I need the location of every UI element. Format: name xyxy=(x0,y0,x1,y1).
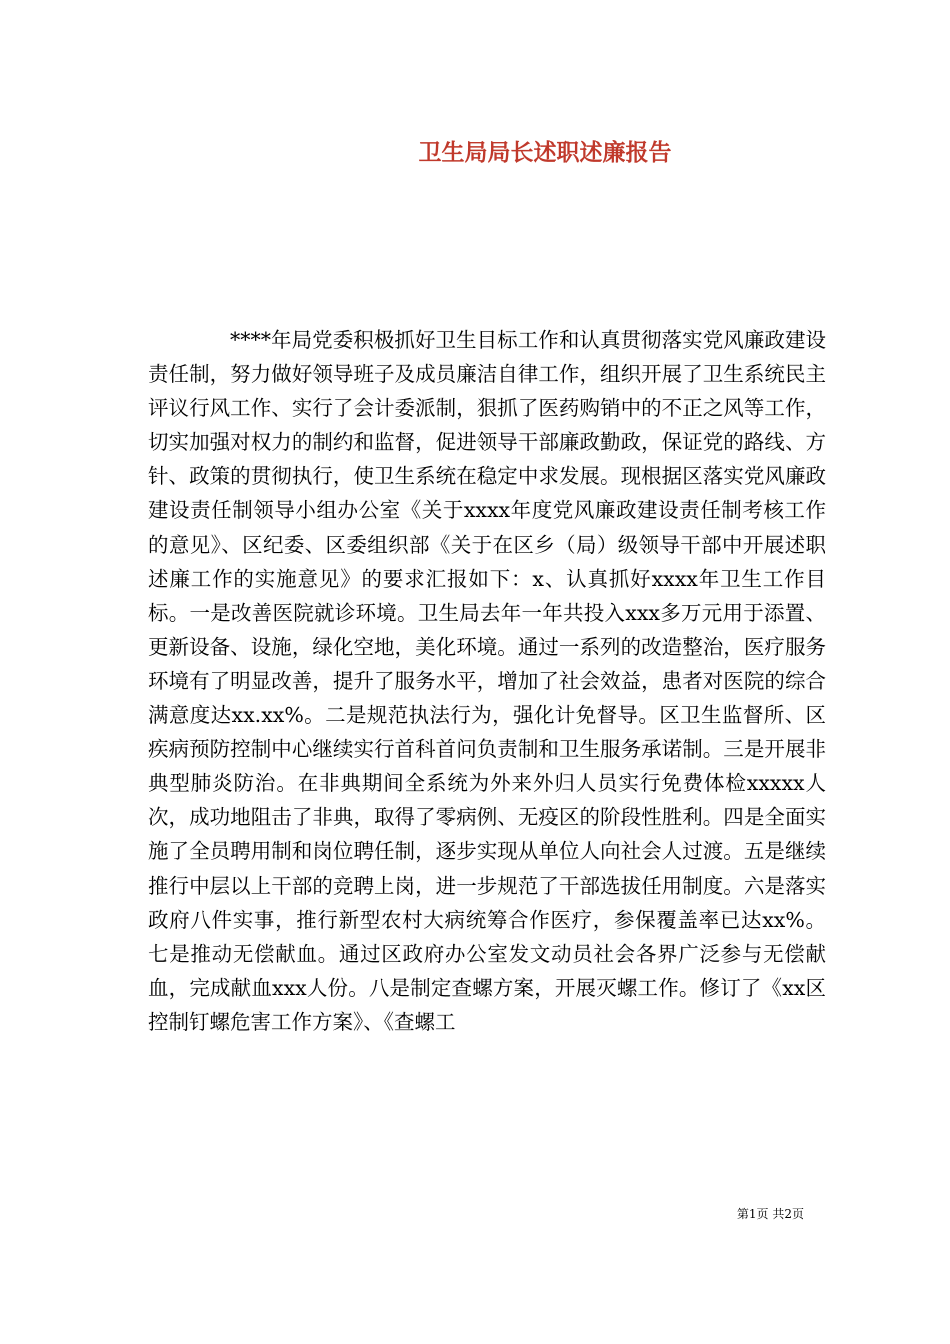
page-number-footer: 第1页 共2页 xyxy=(736,1207,804,1221)
document-body-paragraph: ****年局党委积极抓好卫生目标工作和认真贯彻落实党风廉政建设责任制，努力做好领导班子及成员廉洁自律工作，组织开展了卫生系统民主评议行风工作、实行了会计委派制，狠抓了医药购销中的不正之风等工作，切实加强对权力的制约和监督，促进领导干部廉政勤政，保证党的路线、方针、政策的贯彻执行，使卫生系统在稳定中求发展。现根据区落实党风廉政建设责任制领导小组办公室《关于xxxx年度党风廉政建设责任制考核工作的意见》、区纪委、区委组织部《关于在区乡（局）级领导干部中开展述职述廉工作的实施意见》的要求汇报如下：x、认真抓好xxxx年卫生工作目标。一是改善医院就诊环境。卫生局去年一年共投入xxx多万元用于添置、更新设备、设施，绿化空地，美化环境。通过一系列的改造整治，医疗服务环境有了明显改善，提升了服务水平，增加了社会效益，患者对医院的综合满意度达xx.xx%。二是规范执法行为，强化计免督导。区卫生监督所、区疾病预防控制中心继续实行首科首问负责制和卫生服务承诺制。三是开展非典型肺炎防治。在非典期间全系统为外来外归人员实行免费体检xxxxx人次，成功地阻击了非典，取得了零病例、无疫区的阶段性胜利。四是全面实施了全员聘用制和岗位聘任制，逐步实现从单位人向社会人过渡。五是继续推行中层以上干部的竞聘上岗，进一步规范了干部选拔任用制度。六是落实政府八件实事，推行新型农村大病统筹合作医疗，参保覆盖率已达xx%。七是推动无偿献血。通过区政府办公室发文动员社会各界广泛参与无偿献血，完成献血xxx人份。八是制定查螺方案，开展灭螺工作。修订了《xx区控制钉螺危害工作方案》、《查螺工 xyxy=(148,328,826,1034)
document-title: 卫生局局长述职述廉报告 xyxy=(418,139,672,166)
